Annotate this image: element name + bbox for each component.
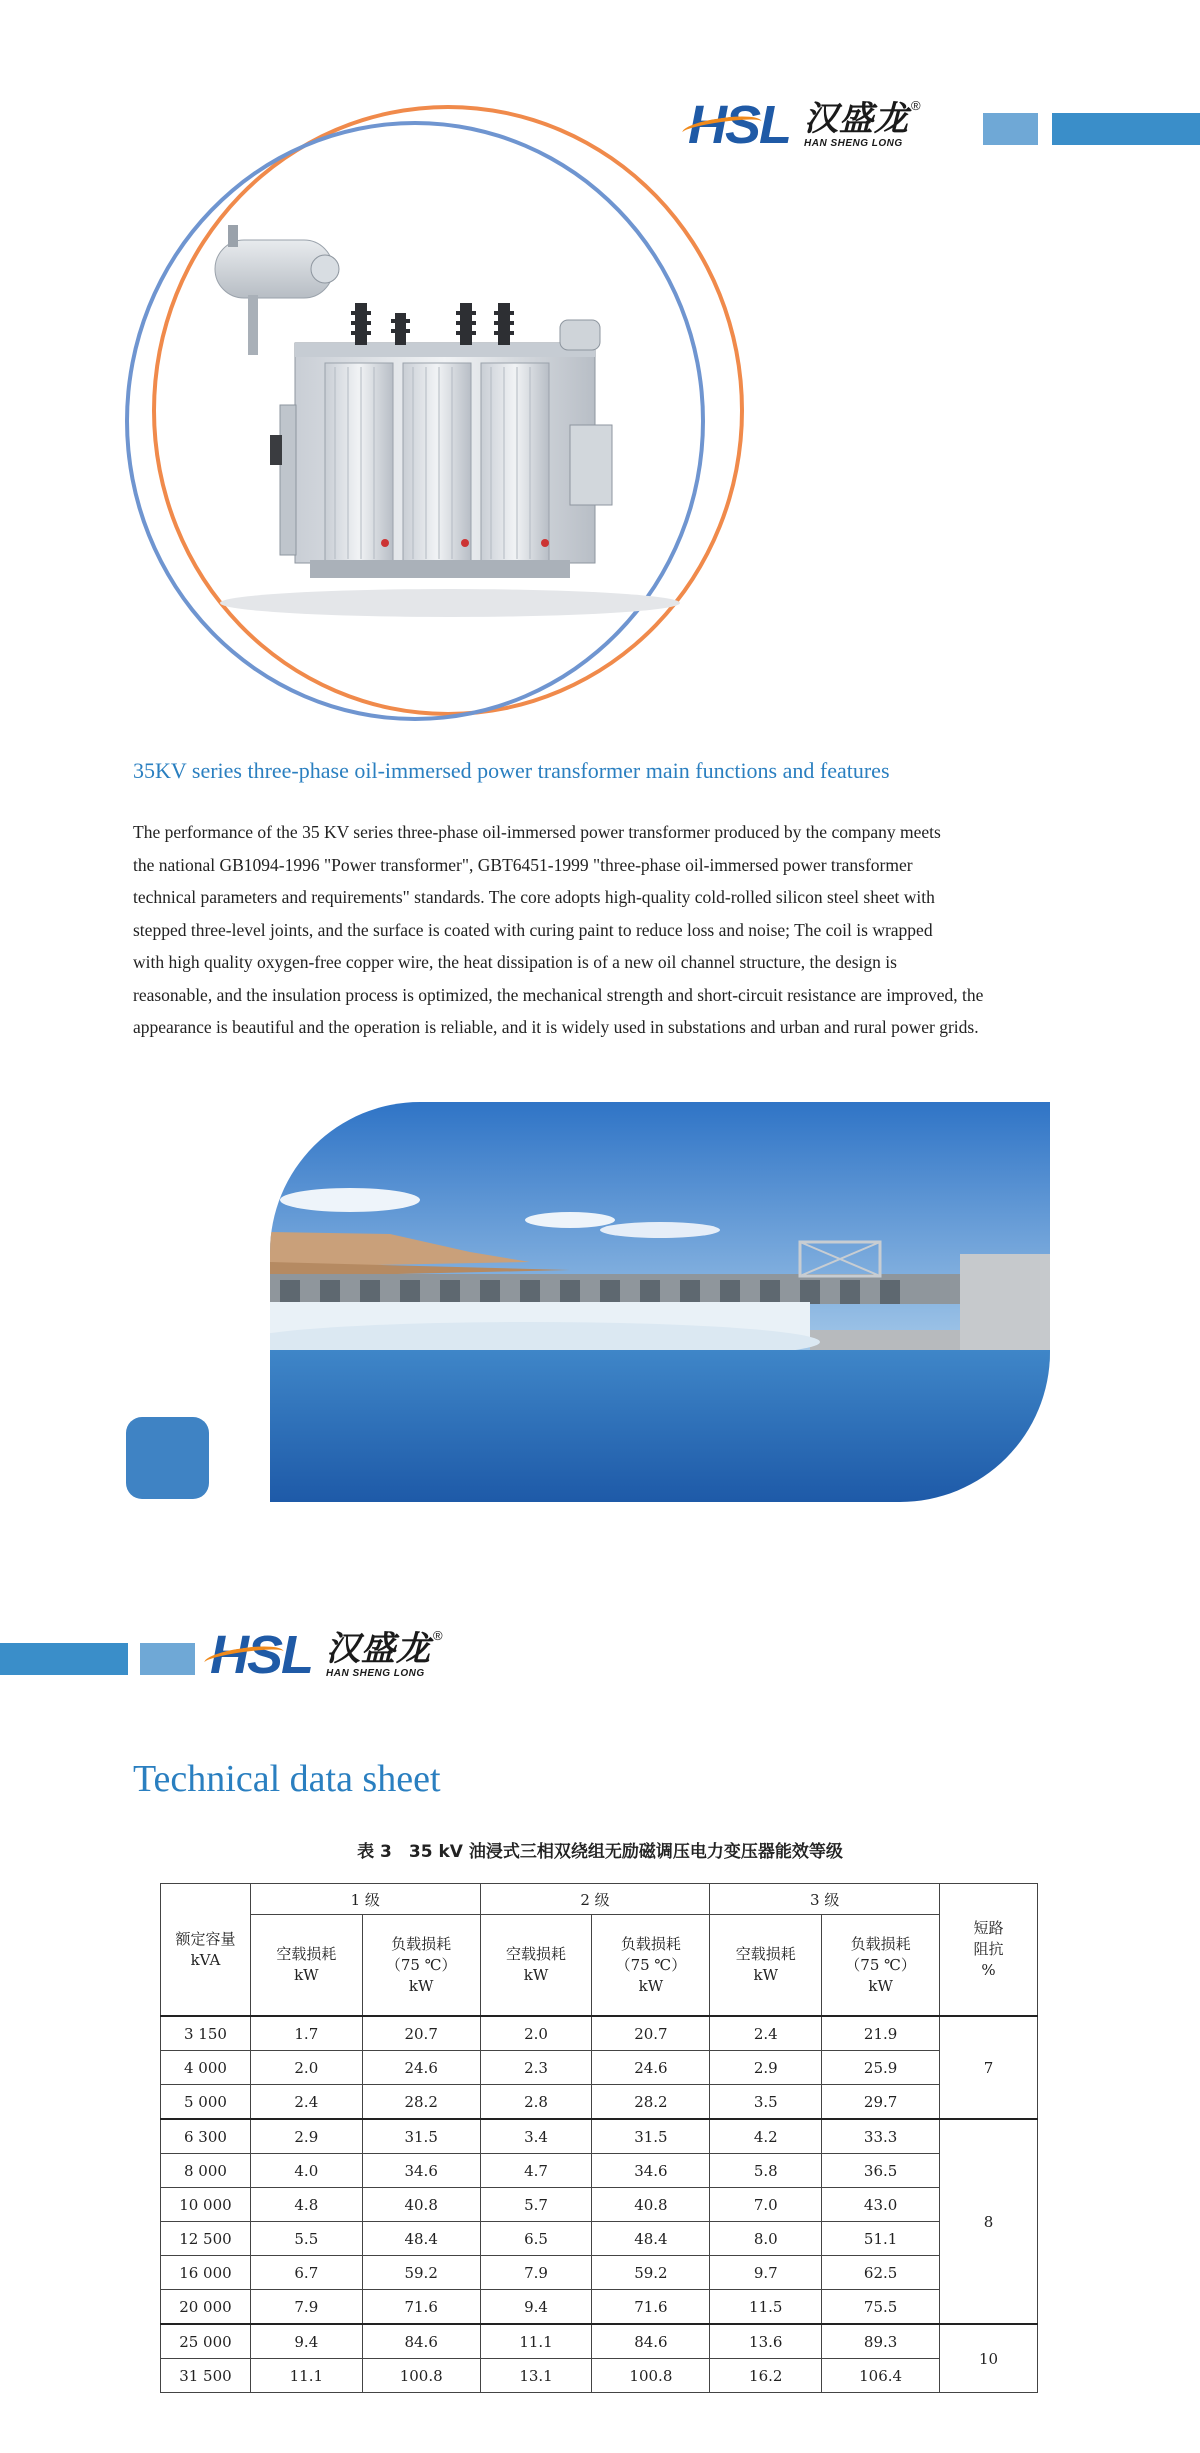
header-load: 负载损耗 （75 ℃） kW <box>822 1915 940 2017</box>
paragraph-line: appearance is beautiful and the operation is reliable, and it is widely used in substations and urban and rural power grids. <box>133 1017 979 1037</box>
value-cell: 100.8 <box>592 2359 710 2393</box>
decor-bar <box>0 1643 128 1675</box>
value-cell: 34.6 <box>362 2154 480 2188</box>
value-cell: 11.1 <box>250 2359 362 2393</box>
value-cell: 9.4 <box>480 2290 592 2325</box>
value-cell: 9.4 <box>250 2324 362 2359</box>
transformer-image <box>120 105 760 725</box>
value-cell: 62.5 <box>822 2256 940 2290</box>
value-cell: 6.7 <box>250 2256 362 2290</box>
table-row <box>161 2359 1038 2393</box>
header-noload: 空载损耗 kW <box>710 1915 822 2017</box>
value-cell: 2.0 <box>250 2051 362 2085</box>
capacity-cell: 12 500 <box>161 2222 251 2256</box>
value-cell: 7.9 <box>250 2290 362 2325</box>
value-cell: 11.1 <box>480 2324 592 2359</box>
value-cell: 36.5 <box>822 2154 940 2188</box>
value-cell: 2.8 <box>480 2085 592 2120</box>
logo-mark: HSL <box>688 98 790 152</box>
value-cell: 5.8 <box>710 2154 822 2188</box>
capacity-cell: 5 000 <box>161 2085 251 2120</box>
value-cell: 28.2 <box>592 2085 710 2120</box>
capacity-cell: 6 300 <box>161 2119 251 2154</box>
value-cell: 100.8 <box>362 2359 480 2393</box>
impedance-cell: 10 <box>940 2324 1038 2393</box>
value-cell: 31.5 <box>362 2119 480 2154</box>
logo-english: HAN SHENG LONG <box>804 137 903 149</box>
table-row <box>161 2016 1038 2051</box>
capacity-cell: 31 500 <box>161 2359 251 2393</box>
dam-photo <box>270 1102 1050 1502</box>
capacity-cell: 25 000 <box>161 2324 251 2359</box>
capacity-cell: 20 000 <box>161 2290 251 2325</box>
value-cell: 13.6 <box>710 2324 822 2359</box>
capacity-cell: 3 150 <box>161 2016 251 2051</box>
value-cell: 1.7 <box>250 2016 362 2051</box>
value-cell: 29.7 <box>822 2085 940 2120</box>
product-image-frame <box>120 105 760 725</box>
table-row <box>161 2324 1038 2359</box>
value-cell: 84.6 <box>592 2324 710 2359</box>
value-cell: 71.6 <box>592 2290 710 2325</box>
value-cell: 9.7 <box>710 2256 822 2290</box>
brand-logo-bottom <box>210 1625 443 1685</box>
header-grade-1: 1 级 <box>250 1884 480 1915</box>
value-cell: 21.9 <box>822 2016 940 2051</box>
value-cell: 2.9 <box>710 2051 822 2085</box>
table-row <box>161 2051 1038 2085</box>
table-body <box>161 2016 1038 2393</box>
value-cell: 11.5 <box>710 2290 822 2325</box>
decor-bar-light <box>140 1643 195 1675</box>
header-load: 负载损耗 （75 ℃） kW <box>592 1915 710 2017</box>
paragraph-line: the national GB1094-1996 "Power transformer", GBT6451-1999 "three-phase oil-immersed power transformer <box>133 854 913 875</box>
value-cell: 34.6 <box>592 2154 710 2188</box>
value-cell: 40.8 <box>592 2188 710 2222</box>
value-cell: 48.4 <box>592 2222 710 2256</box>
paragraph-line: The performance of the 35 KV series three-phase oil-immersed power transformer produced by the company meets <box>133 822 941 842</box>
value-cell: 51.1 <box>822 2222 940 2256</box>
header-capacity: 额定容量 kVA <box>161 1884 251 2017</box>
logo-chinese: 汉盛龙 <box>326 1628 431 1669</box>
value-cell: 4.2 <box>710 2119 822 2154</box>
value-cell: 3.5 <box>710 2085 822 2120</box>
value-cell: 20.7 <box>362 2016 480 2051</box>
table-title: 表 3 35 kV 油浸式三相双绕组无励磁调压电力变压器能效等级 <box>357 1842 843 1862</box>
value-cell: 33.3 <box>822 2119 940 2154</box>
value-cell: 2.0 <box>480 2016 592 2051</box>
value-cell: 28.2 <box>362 2085 480 2120</box>
value-cell: 43.0 <box>822 2188 940 2222</box>
header-noload: 空载损耗 kW <box>480 1915 592 2017</box>
paragraph-line: technical parameters and requirements" standards. The core adopts high-quality cold-rolled silicon steel sheet with <box>133 887 935 907</box>
table-row <box>161 2188 1038 2222</box>
value-cell: 40.8 <box>362 2188 480 2222</box>
value-cell: 7.0 <box>710 2188 822 2222</box>
value-cell: 2.9 <box>250 2119 362 2154</box>
table-row <box>161 2222 1038 2256</box>
value-cell: 4.0 <box>250 2154 362 2188</box>
value-cell: 20.7 <box>592 2016 710 2051</box>
header-grade-2: 2 级 <box>480 1884 710 1915</box>
paragraph-line: with high quality oxygen-free copper wire, the heat dissipation is of a new oil channel structure, the design is <box>133 952 897 972</box>
tech-heading: Technical data sheet <box>133 1758 441 1800</box>
value-cell: 24.6 <box>362 2051 480 2085</box>
value-cell: 59.2 <box>362 2256 480 2290</box>
capacity-cell: 10 000 <box>161 2188 251 2222</box>
table-row <box>161 2085 1038 2120</box>
value-cell: 8.0 <box>710 2222 822 2256</box>
logo-english: HAN SHENG LONG <box>326 1667 425 1679</box>
registered-mark: ® <box>433 1628 443 1643</box>
value-cell: 5.5 <box>250 2222 362 2256</box>
capacity-cell: 4 000 <box>161 2051 251 2085</box>
value-cell: 2.3 <box>480 2051 592 2085</box>
value-cell: 89.3 <box>822 2324 940 2359</box>
value-cell: 13.1 <box>480 2359 592 2393</box>
paragraph-line: stepped three-level joints, and the surface is coated with curing paint to reduce loss and noise; The coil is wrapped <box>133 919 933 940</box>
decor-bar-light <box>983 113 1038 145</box>
features-heading: 35KV series three-phase oil-immersed power transformer main functions and features <box>133 758 890 783</box>
value-cell: 7.9 <box>480 2256 592 2290</box>
table-row <box>161 2119 1038 2154</box>
table-row <box>161 2256 1038 2290</box>
value-cell: 3.4 <box>480 2119 592 2154</box>
value-cell: 2.4 <box>250 2085 362 2120</box>
impedance-cell: 8 <box>940 2119 1038 2324</box>
value-cell: 75.5 <box>822 2290 940 2325</box>
header-load: 负载损耗 （75 ℃） kW <box>362 1915 480 2017</box>
header-grade-3: 3 级 <box>710 1884 940 1915</box>
header-impedance: 短路 阻抗 % <box>940 1884 1038 2017</box>
value-cell: 48.4 <box>362 2222 480 2256</box>
value-cell: 59.2 <box>592 2256 710 2290</box>
logo-chinese: 汉盛龙 <box>804 98 909 139</box>
value-cell: 24.6 <box>592 2051 710 2085</box>
features-paragraph <box>133 816 1093 1044</box>
logo-mark: HSL <box>210 1628 312 1682</box>
efficiency-table <box>160 1883 1038 2393</box>
dam-illustration <box>270 1102 1050 1502</box>
value-cell: 5.7 <box>480 2188 592 2222</box>
header-noload: 空载损耗 kW <box>250 1915 362 2017</box>
value-cell: 84.6 <box>362 2324 480 2359</box>
value-cell: 31.5 <box>592 2119 710 2154</box>
decor-bar <box>1052 113 1200 145</box>
decor-square <box>126 1417 209 1499</box>
value-cell: 16.2 <box>710 2359 822 2393</box>
table-row <box>161 2154 1038 2188</box>
value-cell: 106.4 <box>822 2359 940 2393</box>
value-cell: 4.7 <box>480 2154 592 2188</box>
value-cell: 6.5 <box>480 2222 592 2256</box>
paragraph-line: reasonable, and the insulation process is optimized, the mechanical strength and short-circuit resistance are improved, the <box>133 984 984 1005</box>
table-row <box>161 2290 1038 2325</box>
value-cell: 4.8 <box>250 2188 362 2222</box>
impedance-cell: 7 <box>940 2016 1038 2119</box>
capacity-cell: 8 000 <box>161 2154 251 2188</box>
value-cell: 71.6 <box>362 2290 480 2325</box>
capacity-cell: 16 000 <box>161 2256 251 2290</box>
value-cell: 2.4 <box>710 2016 822 2051</box>
value-cell: 25.9 <box>822 2051 940 2085</box>
registered-mark: ® <box>911 98 921 113</box>
